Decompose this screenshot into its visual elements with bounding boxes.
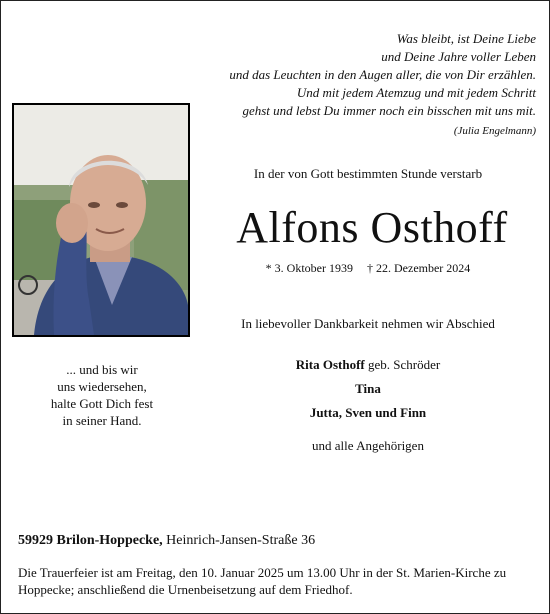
address <box>18 533 315 549</box>
address-street: Heinrich-Jansen-Straße 36 <box>166 533 316 548</box>
life-dates <box>198 261 538 276</box>
farewell-text: In liebevoller Dankbarkeit nehmen wir Abschied <box>241 316 495 331</box>
deceased-name: Alfons Osthoff <box>236 203 508 252</box>
mourners-list <box>198 353 538 425</box>
poem-line: und Deine Jahre voller Leben <box>381 49 536 64</box>
relatives-text: und alle Angehörigen <box>312 438 424 453</box>
poem-author: (Julia Engelmann) <box>453 125 536 137</box>
left-quote <box>10 361 194 429</box>
left-quote-line: in seiner Hand. <box>62 413 142 428</box>
address-city: 59929 Brilon-Hoppecke, <box>18 533 163 548</box>
mourner-name: Jutta, Sven und Finn <box>309 405 427 420</box>
left-quote-line: halte Gott Dich fest <box>50 396 154 411</box>
intro-text: In der von Gott bestimmten Stunde verstarb <box>253 166 483 181</box>
mourner-row <box>198 377 538 401</box>
poem-line: Und mit jedem Atemzug und mit jedem Schritt <box>296 85 536 100</box>
mourner-suffix: geb. Schröder <box>368 357 441 372</box>
poem-line: und das Leuchten in den Augen aller, die von Dir erzählen. <box>229 67 536 82</box>
left-quote-line: ... und bis wir <box>66 362 138 377</box>
mourner-name: Tina <box>355 381 381 396</box>
birth-date: * 3. Oktober 1939 <box>265 261 353 275</box>
left-quote-line: uns wiedersehen, <box>57 379 147 394</box>
death-date: † 22. Dezember 2024 <box>367 261 471 275</box>
poem-line: gehst und lebst Du immer noch ein bisschen mit uns mit. <box>242 103 536 118</box>
portrait-illustration <box>14 105 188 335</box>
portrait-photo <box>12 103 190 337</box>
poem <box>190 30 536 140</box>
mourner-name: Rita Osthoff <box>295 357 365 372</box>
funeral-notice: Die Trauerfeier ist am Freitag, den 10. Januar 2025 um 13.00 Uhr in der St. Marien-Kirche zu Hoppecke; anschließend die Urnenbeisetzung auf dem Friedhof. <box>18 565 507 597</box>
mourner-row <box>198 353 538 377</box>
poem-line: Was bleibt, ist Deine Liebe <box>396 31 536 46</box>
mourner-row <box>198 401 538 425</box>
